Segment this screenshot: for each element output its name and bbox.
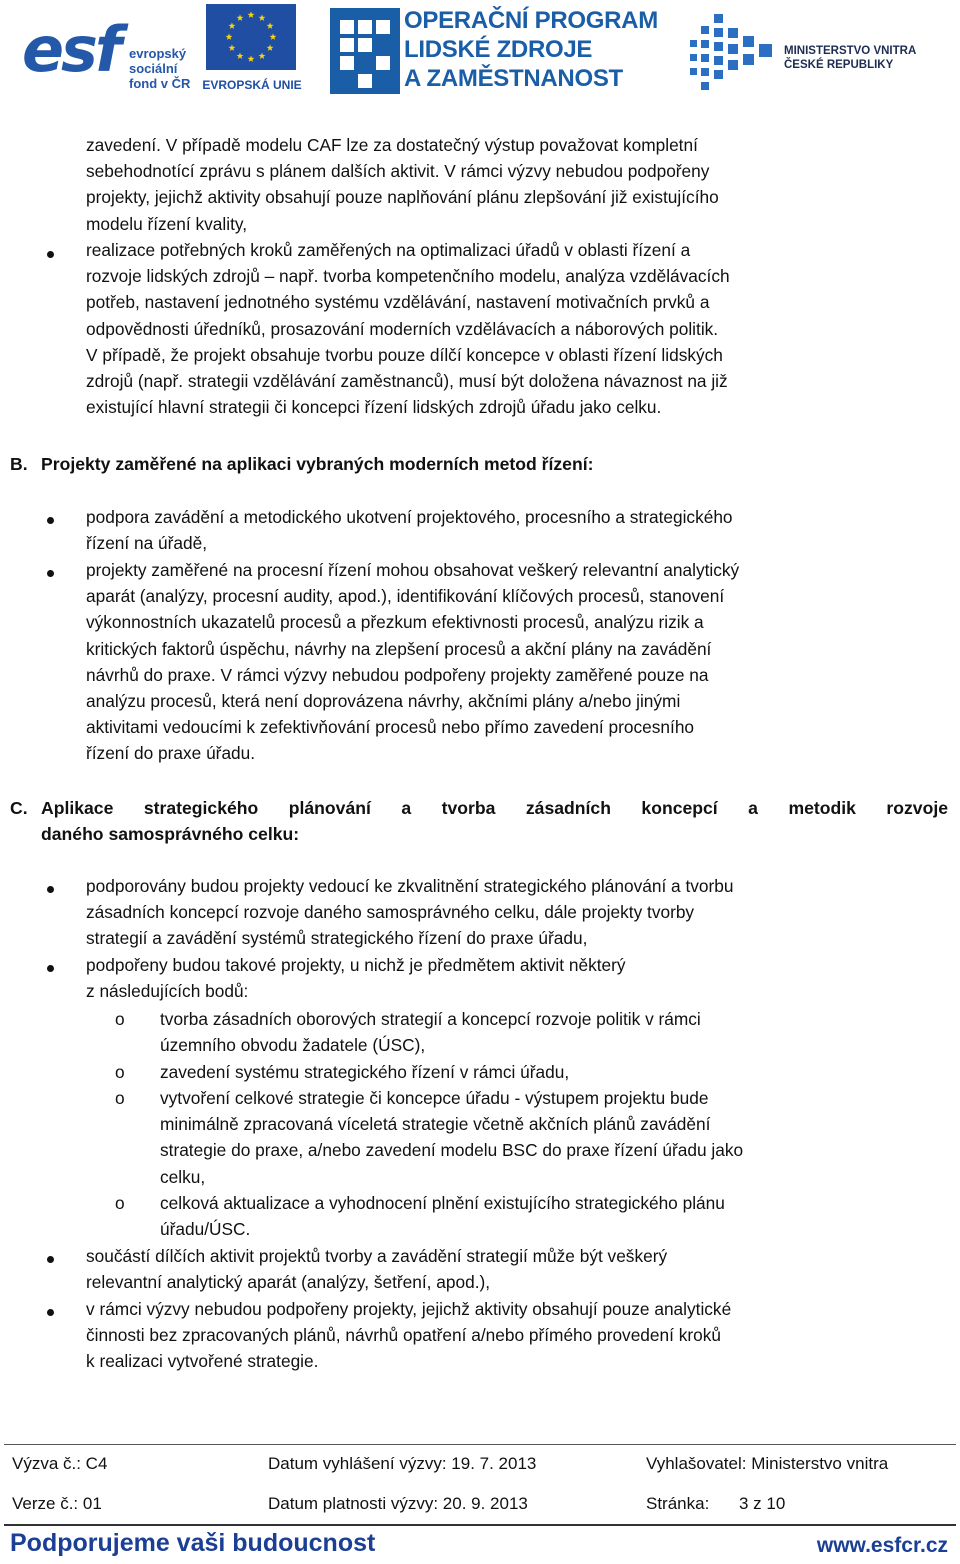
- program-title: [404, 6, 664, 93]
- text-line: projekty, jejichž aktivity obsahují pouze naplňování plánu zlepšování již existujícího: [86, 187, 719, 208]
- footer-website-link[interactable]: www.esfcr.cz: [816, 1534, 948, 1557]
- program-title-line: OPERAČNÍ PROGRAM: [404, 7, 658, 34]
- text-line: celku,: [160, 1166, 206, 1187]
- validity-date: Datum platnosti výzvy: 20. 9. 2013: [268, 1494, 528, 1513]
- text-line: podporovány budou projekty vedoucí ke zkvalitnění strategického plánování a tvorbu: [86, 876, 734, 896]
- footer-divider: [4, 1444, 956, 1445]
- esf-caption-line: fond v ČR: [129, 76, 191, 91]
- ministry-logo-icon: [690, 10, 774, 94]
- eu-logo: [200, 4, 304, 96]
- bullet-marker: [47, 517, 54, 524]
- announcement-date: Datum vyhlášení výzvy: 19. 7. 2013: [268, 1454, 537, 1473]
- bullet-marker: [47, 1309, 54, 1316]
- text-line: výkonnostních ukazatelů procesů a přezkum efektivnosti procesů, analýzu rizik a: [86, 612, 704, 633]
- text-line: strategií a zavádění systémů strategického řízení do praxe úřadu,: [86, 928, 588, 949]
- announcer: Vyhlašovatel: Ministerstvo vnitra: [646, 1454, 889, 1473]
- bullet-item: [86, 237, 948, 420]
- bullet-marker: [47, 570, 54, 577]
- text-line: v rámci výzvy nebudou podpořeny projekty, jejichž aktivity obsahují pouze analytické: [86, 1299, 732, 1319]
- sub-item-marker: o: [115, 1009, 125, 1029]
- program-title-line: A ZAMĚSTNANOST: [404, 65, 623, 92]
- ministry-name: [784, 44, 954, 72]
- bullet-item: [86, 952, 948, 1004]
- text-line: strategie do praxe, a/nebo zavedení modelu BSC do praxe řízení úřadu jako: [160, 1140, 744, 1161]
- esf-logo: [22, 4, 202, 96]
- section-b-letter: B.: [10, 454, 28, 474]
- op-lzz-logo-icon: [330, 8, 400, 94]
- esf-logo-letters: esf: [22, 13, 119, 86]
- bullet-marker: [47, 886, 54, 893]
- page-header: [0, 0, 960, 100]
- section-c-letter: C.: [10, 798, 28, 818]
- sub-item: [160, 1085, 948, 1190]
- text-line: podpořeny budou takové projekty, u nichž je předmětem aktivit některý: [86, 955, 626, 975]
- text-line: úřadu/ÚSC.: [160, 1219, 251, 1240]
- ministry-name-line: MINISTERSTVO VNITRA: [784, 45, 917, 57]
- sub-item-marker: o: [115, 1062, 125, 1082]
- intro-paragraph: [86, 132, 948, 237]
- page-label: Stránka:: [646, 1494, 710, 1513]
- text-line: projekty zaměřené na procesní řízení mohou obsahovat veškerý relevantní analytický: [86, 560, 740, 580]
- text-line: z následujících bodů:: [86, 981, 249, 1002]
- text-line: existující hlavní strategii či koncepci řízení lidských zdrojů úřadu jako celku.: [86, 397, 662, 418]
- text-line: rozvoje lidských zdrojů – např. tvorba kompetenčního modelu, analýza vzdělávacích: [86, 266, 730, 287]
- text-line: řízení na úřadě,: [86, 533, 208, 554]
- text-line: potřeb, nastavení jednotného systému vzdělávání, nastavení motivačních prvků a: [86, 292, 710, 313]
- text-line: zásadních koncepcí rozvoje daného samosprávného celku, dále projekty tvorby: [86, 902, 695, 923]
- bullet-marker: [47, 965, 54, 972]
- bullet-item: [86, 873, 948, 952]
- bullet-item: [86, 504, 948, 556]
- version-number: Verze č.: 01: [12, 1494, 102, 1513]
- text-line: součástí dílčích aktivit projektů tvorby a zavádění strategií může být veškerý: [86, 1246, 668, 1266]
- text-line: modelu řízení kvality,: [86, 213, 248, 234]
- bullet-item: [86, 1296, 948, 1375]
- text-line: zavedení. V případě modelu CAF lze za dostatečný výstup považovat kompletní: [86, 135, 698, 155]
- text-line: sebehodnotící zprávu s plánem dalších aktivit. V rámci výzvy nebudou podpořeny: [86, 161, 710, 182]
- bullet-marker: [47, 251, 54, 258]
- heading-line: daného samosprávného celku:: [41, 824, 300, 845]
- esf-caption-line: sociální: [129, 61, 178, 76]
- text-line: aktivitami vedoucími k zefektivňování procesů nebo přímo zavedení procesního: [86, 717, 695, 738]
- call-number: Výzva č.: C4: [12, 1454, 108, 1473]
- ministry-name-line: ČESKÉ REPUBLIKY: [784, 59, 894, 71]
- footer-slogan: Podporujeme vaši budoucnost: [10, 1529, 376, 1557]
- bullet-item: [86, 1243, 948, 1295]
- bullet-marker: [47, 1256, 54, 1263]
- text-line: zavedení systému strategického řízení v rámci úřadu,: [160, 1062, 570, 1082]
- page-number: 3 z 10: [739, 1494, 786, 1513]
- text-line: k realizaci vytvořené strategie.: [86, 1351, 319, 1372]
- sub-item: [160, 1190, 948, 1242]
- sub-item-marker: o: [115, 1193, 125, 1213]
- text-line: celková aktualizace a vyhodnocení plnění existujícího strategického plánu: [160, 1193, 725, 1213]
- program-title-line: LIDSKÉ ZDROJE: [404, 36, 593, 63]
- text-line: návrhů do praxe. V rámci výzvy nebudou podpořeny projekty zaměřené pouze na: [86, 664, 709, 685]
- esf-caption-line: evropský: [129, 46, 187, 61]
- footer-divider: [4, 1524, 956, 1526]
- sub-item: [160, 1006, 948, 1058]
- esf-logo-caption: [129, 46, 209, 91]
- text-line: vytvoření celkové strategie či koncepce úřadu - výstupem projektu bude: [160, 1088, 709, 1108]
- text-line: kritických faktorů úspěchu, návrhy na zlepšení procesů a akční plány na zavádění: [86, 638, 712, 659]
- text-line: podpora zavádění a metodického ukotvení projektového, procesního a strategického: [86, 507, 733, 527]
- section-c-title: [41, 795, 948, 847]
- text-line: řízení do praxe úřadu.: [86, 743, 256, 764]
- text-line: V případě, že projekt obsahuje tvorbu pouze dílčí koncepce v oblasti řízení lidských: [86, 344, 723, 365]
- text-line: zdrojů (např. strategii vzdělávání zaměstnanců), musí být doložena návaznost na již: [86, 371, 728, 392]
- eu-logo-caption: EVROPSKÁ UNIE: [202, 78, 302, 92]
- text-line: územního obvodu žadatele (ÚSC),: [160, 1035, 426, 1056]
- text-line: analýzu procesů, která není doprovázena návrhy, akčními plány a/nebo jinými: [86, 691, 681, 712]
- text-line: činnosti bez zpracovaných plánů, návrhů opatření a/nebo přímého provedení kroků: [86, 1325, 722, 1346]
- section-b-title: Projekty zaměřené na aplikaci vybraných moderních metod řízení:: [41, 454, 594, 474]
- text-line: aparát (analýzy, procesní audity, apod.), identifikování klíčových procesů, stanovení: [86, 586, 725, 607]
- text-line: relevantní analytický aparát (analýzy, šetření, apod.),: [86, 1272, 491, 1293]
- sub-item: [160, 1059, 948, 1085]
- text-line: odpovědnosti úředníků, prosazování moderních vzdělávacích a náborových politik.: [86, 318, 719, 339]
- heading-line: Aplikace strategického plánování a tvorba zásadních koncepcí a metodik rozvoje: [41, 798, 948, 818]
- eu-flag-icon: [206, 4, 296, 70]
- text-line: minimálně zpracovaná víceletá strategie včetně akčních plánů zavádění: [160, 1114, 711, 1135]
- text-line: tvorba zásadních oborových strategií a koncepcí rozvoje politik v rámci: [160, 1009, 701, 1029]
- bullet-item: [86, 557, 948, 767]
- sub-item-marker: o: [115, 1088, 125, 1108]
- text-line: realizace potřebných kroků zaměřených na optimalizaci úřadů v oblasti řízení a: [86, 240, 691, 260]
